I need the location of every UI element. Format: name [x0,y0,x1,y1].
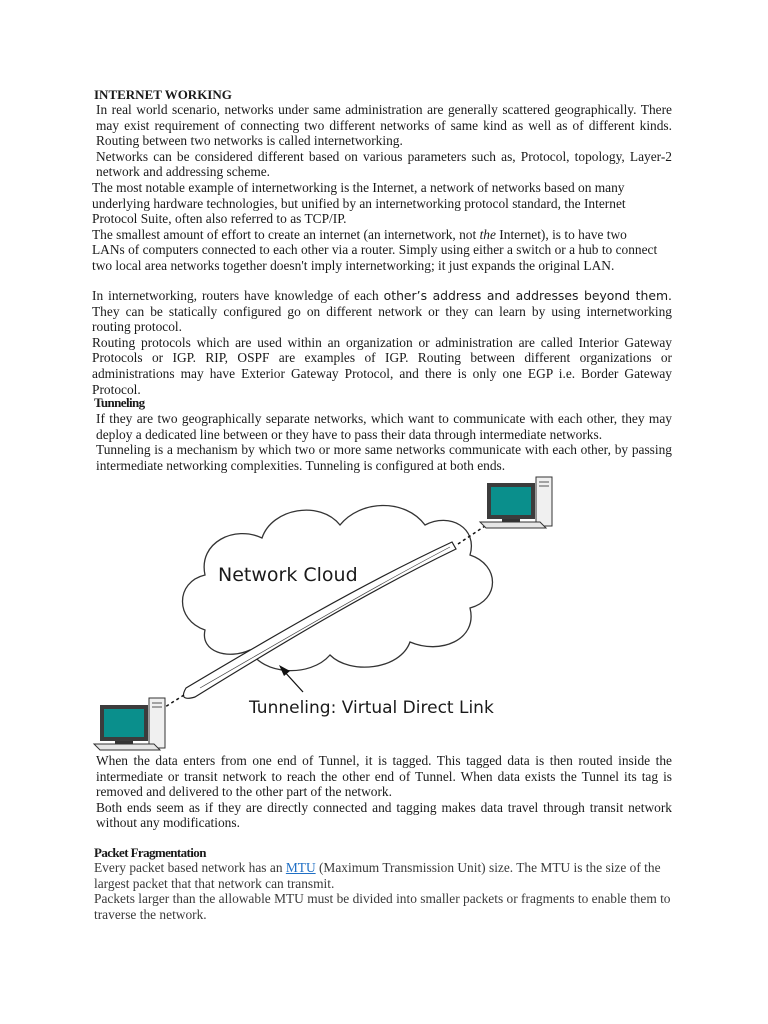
heading-tunneling: Tunneling [94,395,145,410]
paragraph-smallest-effort: The smallest amount of effort to create an internet (an internetwork, not the Internet), is to have two LANs of computers connected to each other via a router. Simply using either a switch or a hub to connect two local area networks together doesn't imply internetworking; it just expands the original LAN. [92,226,658,273]
paragraph-both-ends: Both ends seem as if they are directly connected and tagging makes data travel through transit network without any modifications. [96,799,672,831]
tunnel-label: Tunneling: Virtual Direct Link [249,698,494,718]
paragraph-separate-networks: If they are two geographically separate networks, which want to communicate with each other, they may deploy a dedicated line between or they have to pass their data through intermediate networks. [96,411,672,442]
computer-icon-remote [480,477,552,528]
tunneling-diagram [0,470,768,760]
paragraph-mtu: Every packet based network has an MTU (Maximum Transmission Unit) size. The MTU is the size of the largest packet that that network can transmit. [94,860,661,891]
paragraph-tunnel-tagging: When the data enters from one end of Tunnel, it is tagged. This tagged data is then routed inside the intermediate or transit network to reach the other end of Tunnel. When data exists the Tunnel its tag is removed and delivered to the other part of the network. [96,753,672,800]
emphasis-the: the [479,226,496,242]
heading-internetworking: INTERNET WORKING [94,87,232,102]
dashed-link-bottom [165,695,184,707]
tunnel-tagging-block [96,753,672,831]
paragraph-internetworking-intro: In real world scenario, networks under same administration are generally scattered geographically. There may exist requirement of connecting two different networks of same kind as well as of different kinds. Routing between two networks is called internetworking. [96,102,672,149]
paragraph-routers-knowledge: In internetworking, routers have knowledge of each other’s address and addresses beyond them. They can be statically configured go on different network or they can learn by using internetworking routing protocol. [92,288,672,335]
routing-block [92,288,672,397]
computer-icon-local [94,698,165,750]
paragraph-networks-different: Networks can be considered different based on various parameters such as, Protocol, topology, Layer-2 network and addressing scheme. [96,148,672,180]
fragmentation-block [94,860,672,922]
tunneling-block [96,411,672,473]
paragraph-routing-protocols: Routing protocols which are used within an organization or administration are called Interior Gateway Protocols or IGP. RIP, OSPF are examples of IGP. Routing between different organizations or administrations may have Exterior Gateway Protocol, and there is only one EGP i.e. Border Gateway Protocol. [92,334,672,397]
intro-block [96,102,672,180]
paragraph-internet-example: The most notable example of internetworking is the Internet, a network of networks based on many underlying hardware technologies, but unified by an internetworking protocol standard, the Internet Protocol Suite, often also referred to as TCP/IP. [92,180,626,227]
internet-example-block [92,180,660,274]
paragraph-tunneling-mechanism: Tunneling is a mechanism by which two or more same networks communicate with each other, by passing intermediate networking complexities. Tunneling is configured at both ends. [96,442,672,473]
paragraph-fragments: Packets larger than the allowable MTU must be divided into smaller packets or fragments to enable them to traverse the network. [94,891,671,922]
network-cloud-shape [183,505,493,670]
heading-packet-fragmentation: Packet Fragmentation [94,845,206,860]
mtu-link[interactable]: MTU [285,860,316,875]
cloud-label: Network Cloud [218,564,358,586]
